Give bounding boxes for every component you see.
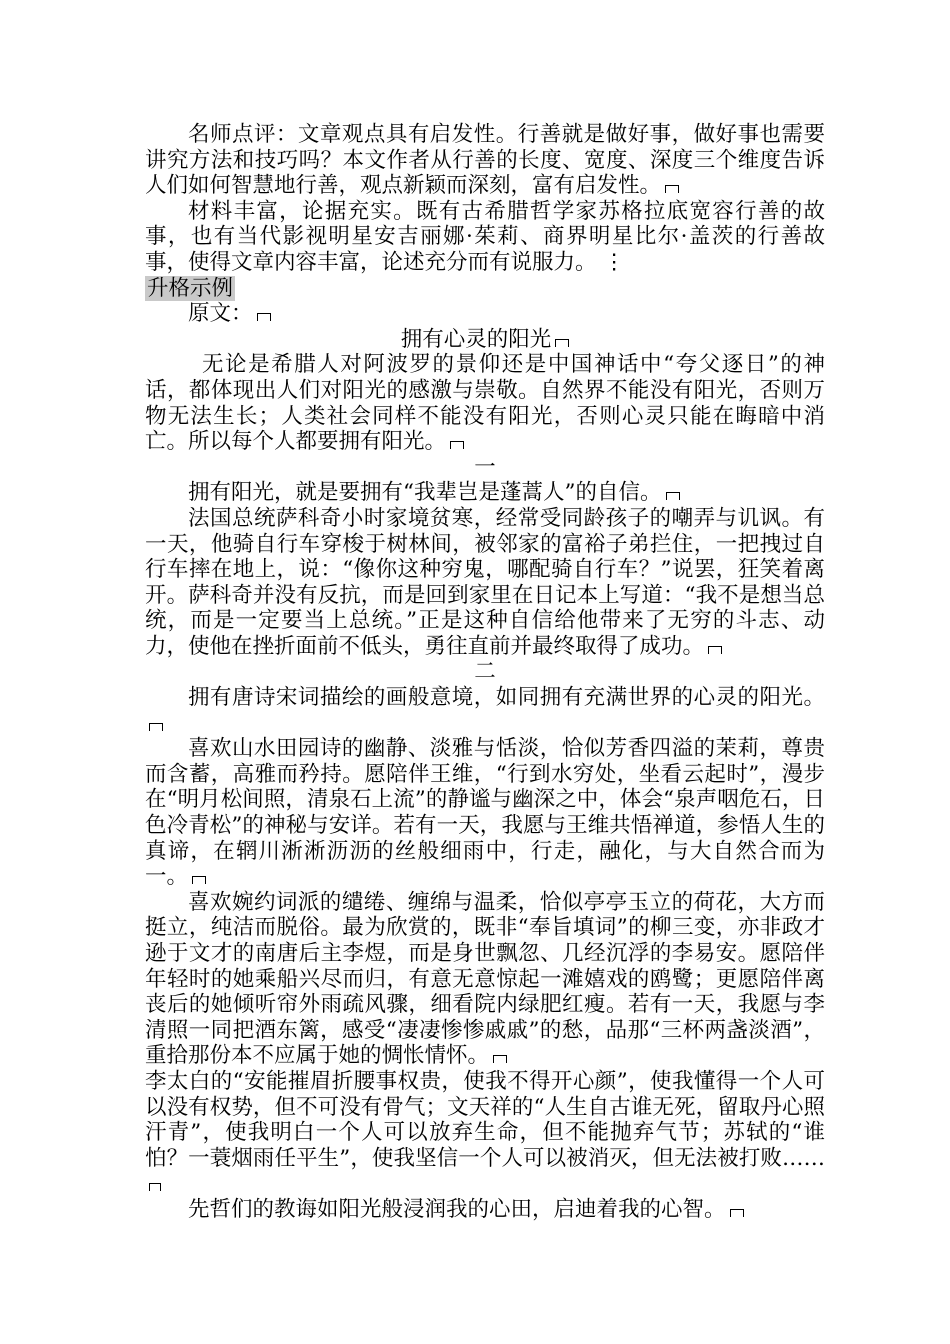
- review-text-2: 材料丰富，论据充实。既有古希腊哲学家苏格拉底宽容行善的故事，也有当代影视明星安吉丽娜·茱莉、商界明星比尔·盖茨的行善故事，使得文章内容丰富，论述充分而有说服力。: [145, 198, 825, 275]
- section-2-paragraph-3: [145, 1069, 825, 1197]
- review-paragraph-2: [145, 199, 825, 276]
- paragraph-mark-icon: [730, 1209, 744, 1217]
- review-paragraph-1: [145, 122, 825, 199]
- section-2-paragraph-3-text: 李太白的“安能摧眉折腰事权贵，使我不得开心颜”，使我懂得一个人可以没有权势，但不可没有骨气；文天祥的“人生自古谁无死，留取丹心照汗青”，使我明白一个人可以放弃生命，但不能抛弃气节；苏轼的“谁怕？一蓑烟雨任平生”，使我坚信一个人可以被消灭，但无法被打败……: [145, 1068, 825, 1171]
- section-2-paragraph-4: [145, 1197, 825, 1223]
- section-number-1-text: 一: [474, 454, 496, 480]
- original-label-line: [145, 301, 825, 327]
- section-1-body-text: 法国总统萨科奇小时家境贫寒，经常受同龄孩子的嘲弄与讥讽。有一天，他骑自行车穿梭于树林间，被邻家的富裕子弟拦住，一把拽过自行车摔在地上，说：“像你这种穷鬼，哪配骑自行车？”说罢，狂笑着离开。萨科奇并没有反抗，而是回到家里在日记本上写道：“我不是想当总统，而是一定要当上总统。”正是这种自信给他带来了无穷的斗志、动力，使他在挫折面前不低头，勇往直前并最终取得了成功。: [145, 505, 825, 659]
- paragraph-mark-icon: [257, 313, 271, 321]
- section-1-topic: [145, 480, 825, 506]
- essay-intro: [145, 352, 825, 454]
- section-2-paragraph-2-text: 喜欢婉约词派的缱绻、缠绵与温柔，恰似亭亭玉立的荷花，大方而挺立，纯洁而脱俗。最为欣赏的，既非“奉旨填词”的柳三变，亦非政才逊于文才的南唐后主李煜，而是身世飘忽、几经沉浮的李易安。愿陪伴年轻时的她乘船兴尽而归，有意无意惊起一滩嬉戏的鸥鹭；更愿陪伴离丧后的她倾听帘外雨疏风骤，细看院内绿肥红瘦。若有一天，我愿与李清照一同把酒东篱，感受“凄凄惨惨戚戚”的愁，品那“三杯两盏淡酒”，重拾那份本不应属于她的惆怅情怀。: [145, 889, 825, 1069]
- section-2-paragraph-4-text: 先哲们的教诲如阳光般浸润我的心田，启迪着我的心智。: [188, 1196, 726, 1222]
- essay-title-text: 拥有心灵的阳光: [400, 326, 552, 352]
- paragraph-mark-icon: [555, 339, 569, 347]
- upgrade-heading: [145, 276, 825, 302]
- paragraph-mark-icon: [149, 1183, 161, 1191]
- paragraph-mark-icon: [149, 723, 163, 731]
- paragraph-mark-icon: [493, 1055, 507, 1063]
- section-2-topic-text: 拥有唐诗宋词描绘的画般意境，如同拥有充满世界的心灵的阳光。: [188, 685, 825, 711]
- essay-title: [145, 327, 825, 353]
- section-1-topic-text: 拥有阳光，就是要拥有“我辈岂是蓬蒿人”的自信。: [188, 480, 662, 506]
- section-2-paragraph-1: [145, 736, 825, 890]
- document-page: [145, 122, 825, 1223]
- paragraph-mark-icon: [192, 876, 206, 884]
- section-number-2: [145, 659, 825, 685]
- section-number-2-text: 二: [474, 659, 496, 685]
- paragraph-mark-icon: [450, 441, 464, 449]
- paragraph-mark-icon: [665, 185, 679, 193]
- paragraph-mark-icon: [666, 492, 680, 500]
- paragraph-mark-icon: [708, 646, 722, 654]
- section-2-paragraph-1-text: 喜欢山水田园诗的幽静、淡雅与恬淡，恰似芳香四溢的茉莉，尊贵而含蓄，高雅而矜持。愿陪伴王维，“行到水穷处，坐看云起时”，漫步在“明月松间照，清泉石上流”的静谧与幽深之中，体会“泉声咽危石，日色冷青松”的神秘与安详。若有一天，我愿与王维共悟禅道，参悟人生的真谛，在辋川淅淅沥沥的丝般细雨中，行走，融化，与大自然合而为一。: [145, 736, 825, 890]
- section-2-paragraph-2: [145, 890, 825, 1069]
- review-text-1: 名师点评：文章观点具有启发性。行善就是做好事，做好事也需要讲究方法和技巧吗？本文作者从行善的长度、宽度、深度三个维度告诉人们如何智慧地行善，观点新颖而深刻，富有启发性。: [145, 122, 825, 199]
- section-2-topic: [145, 685, 825, 736]
- section-number-1: [145, 455, 825, 481]
- essay-intro-text: 无论是希腊人对阿波罗的景仰还是中国神话中“夸父逐日”的神话，都体现出人们对阳光的感激与崇敬。自然界不能没有阳光，否则万物无法生长；人类社会同样不能没有阳光，否则心灵只能在晦暗中消亡。所以每个人都要拥有阳光。: [145, 352, 825, 455]
- section-1-body: [145, 506, 825, 660]
- original-label: 原文：: [188, 301, 253, 327]
- section-label: 升格示例: [147, 275, 234, 301]
- ellipsis-mark-icon: ⋮: [603, 249, 625, 275]
